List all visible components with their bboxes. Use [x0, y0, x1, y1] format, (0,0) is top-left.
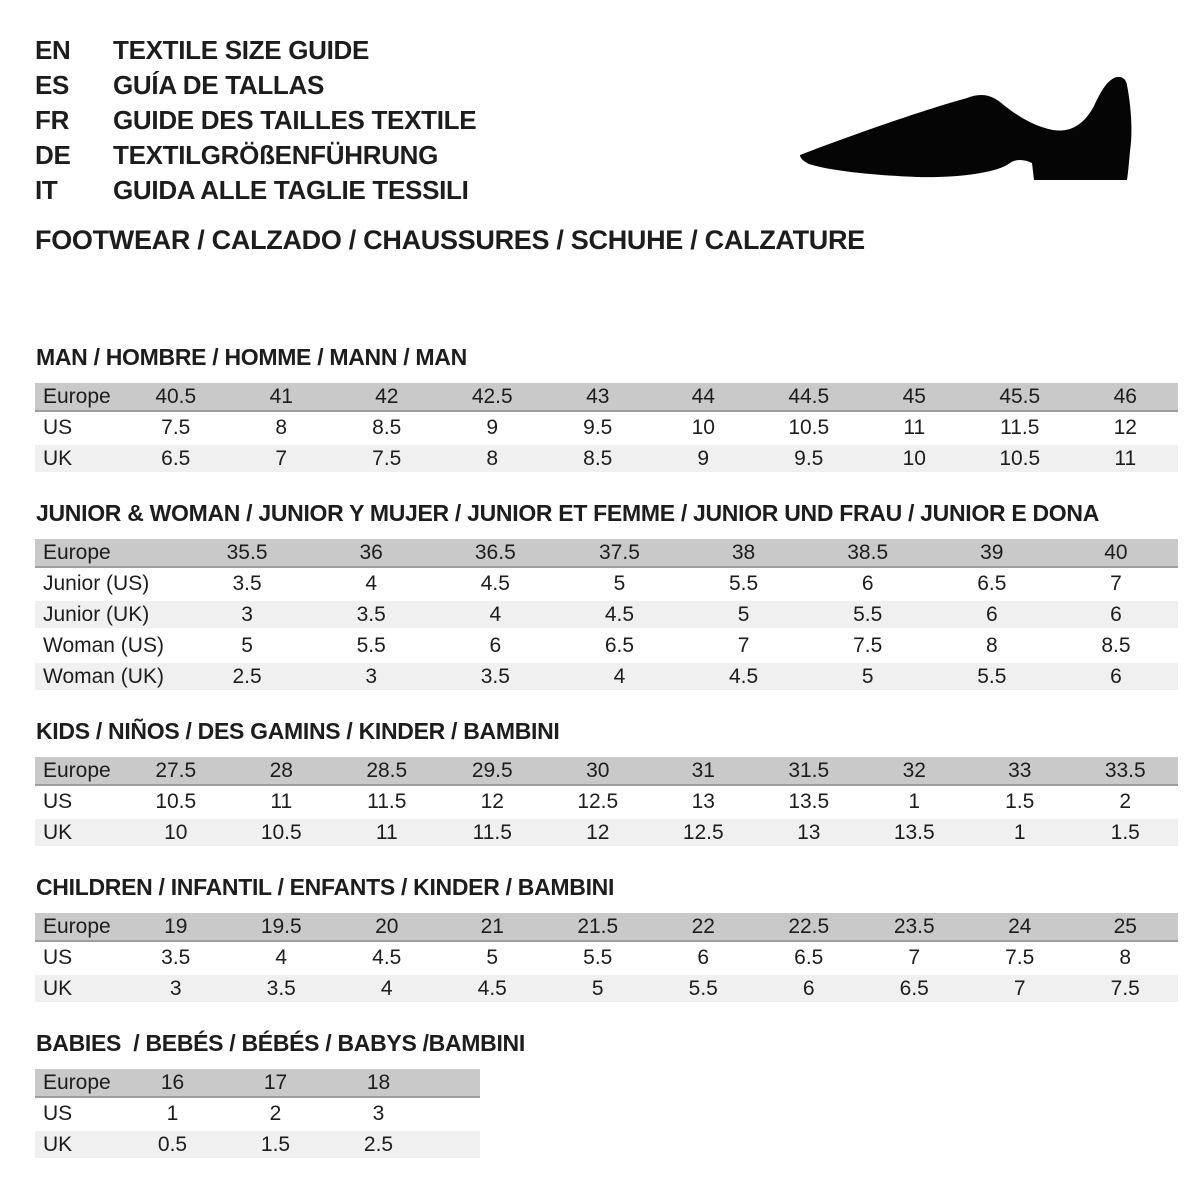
lang-label: TEXTILGRÖßENFÜHRUNG: [113, 140, 439, 170]
row-label: Europe: [43, 758, 111, 782]
size-value: 33.5: [1104, 758, 1146, 782]
size-value: 4.5: [604, 602, 635, 626]
table-row: [35, 632, 1178, 659]
size-value: 7.5: [1110, 976, 1140, 1000]
size-value: 25: [1113, 914, 1137, 938]
size-value: 10.5: [155, 789, 197, 813]
size-value: 1: [1013, 820, 1026, 844]
table-row: [35, 539, 1178, 566]
size-value: 12.5: [577, 789, 619, 813]
row-label: Europe: [43, 384, 111, 408]
table-row: [35, 757, 1178, 784]
size-value: 2: [269, 1101, 282, 1125]
size-value: 10: [691, 415, 715, 439]
table-row: [35, 788, 1178, 815]
size-value: 12: [586, 820, 610, 844]
size-value: 6: [1110, 602, 1122, 626]
size-value: 0.5: [157, 1132, 188, 1156]
size-value: 5.5: [977, 664, 1007, 688]
section-title-junior-woman: JUNIOR & WOMAN / JUNIOR Y MUJER / JUNIOR ET FEMME / JUNIOR UND FRAU / JUNIOR E DONA: [36, 500, 1100, 526]
size-value: 3: [372, 1101, 385, 1125]
size-value: 3: [241, 602, 253, 626]
lang-code: DE: [35, 140, 71, 170]
size-value: 1.5: [1110, 820, 1140, 844]
size-value: 10.5: [260, 820, 302, 844]
size-value: 8: [985, 633, 998, 657]
size-value: 2.5: [363, 1132, 394, 1156]
size-table-kids: [35, 757, 1178, 846]
size-value: 10.5: [999, 446, 1041, 470]
size-value: 4: [613, 664, 626, 688]
size-value: 1: [908, 789, 921, 813]
size-value: 4.5: [728, 664, 759, 688]
size-value: 9: [486, 415, 499, 439]
size-value: 7.5: [853, 633, 883, 657]
size-value: 2: [1119, 789, 1132, 813]
size-value: 19.5: [260, 914, 302, 938]
size-value: 5: [613, 571, 626, 595]
size-value: 23.5: [893, 914, 935, 938]
size-value: 39: [980, 540, 1004, 564]
size-value: 43: [586, 384, 610, 408]
size-value: 5: [861, 664, 874, 688]
size-value: 13: [691, 789, 715, 813]
size-value: 11.5: [472, 820, 512, 844]
table-row: [35, 445, 1178, 472]
section-title-babies: BABIES / BEBÉS / BÉBÉS / BABYS /BAMBINI: [36, 1030, 525, 1056]
size-value: 8: [486, 446, 499, 470]
size-value: 33: [1008, 758, 1032, 782]
row-label: US: [43, 945, 73, 969]
size-value: 9: [697, 446, 710, 470]
size-value: 3: [365, 664, 378, 688]
size-value: 22: [691, 914, 715, 938]
row-label: UK: [43, 446, 73, 470]
size-value: 42.5: [471, 384, 513, 408]
size-value: 16: [160, 1070, 185, 1094]
table-row: [35, 1069, 480, 1096]
size-value: 5: [737, 602, 750, 626]
size-value: 11.5: [367, 789, 407, 813]
lang-label: GUÍA DE TALLAS: [113, 70, 325, 100]
size-value: 6: [802, 976, 815, 1000]
row-label: Junior (UK): [43, 602, 150, 626]
size-value: 46: [1113, 384, 1137, 408]
size-value: 6.5: [161, 446, 191, 470]
size-value: 18: [366, 1070, 391, 1094]
size-value: 7: [1013, 976, 1026, 1000]
section-children: [35, 874, 1180, 1002]
size-table-man: [35, 383, 1178, 472]
size-value: 4.5: [477, 976, 507, 1000]
size-value: 6.5: [977, 571, 1007, 595]
size-value: 32: [902, 758, 926, 782]
lang-code: ES: [35, 70, 70, 100]
section-kids: [35, 718, 1180, 846]
size-table-children: [35, 913, 1178, 1002]
size-value: 28: [269, 758, 293, 782]
size-value: 27.5: [155, 758, 197, 782]
section-babies: [35, 1030, 1180, 1158]
size-value: 7.5: [372, 446, 402, 470]
size-value: 1.5: [260, 1132, 291, 1156]
table-row: [35, 570, 1178, 597]
size-value: 1: [166, 1101, 179, 1125]
size-value: 12: [480, 789, 504, 813]
row-label: US: [43, 789, 73, 813]
size-value: 35.5: [226, 540, 268, 564]
section-title-kids: KIDS / NIÑOS / DES GAMINS / KINDER / BAMBINI: [36, 718, 560, 744]
row-label: Europe: [43, 914, 111, 938]
shoe-silhouette-icon: [797, 70, 1142, 185]
category-heading: FOOTWEAR / CALZADO / CHAUSSURES / SCHUHE / CALZATURE: [35, 225, 865, 255]
size-value: 31: [691, 758, 715, 782]
size-value: 8: [275, 415, 288, 439]
size-value: 36: [359, 540, 383, 564]
size-value: 6: [861, 571, 874, 595]
size-value: 6: [697, 945, 710, 969]
row-label: Junior (US): [43, 571, 150, 595]
size-value: 7.5: [161, 415, 191, 439]
size-value: 10: [164, 820, 188, 844]
size-value: 11: [270, 789, 293, 813]
size-value: 7: [275, 446, 288, 470]
size-value: 45.5: [999, 384, 1041, 408]
size-value: 3.5: [266, 976, 296, 1000]
size-value: 37.5: [599, 540, 640, 564]
size-value: 7: [737, 633, 750, 657]
size-value: 40.5: [155, 384, 197, 408]
row-label: Europe: [43, 1070, 111, 1094]
size-value: 3.5: [356, 602, 386, 626]
row-label: Europe: [43, 540, 111, 564]
row-label: US: [43, 1101, 73, 1125]
row-label: Woman (US): [43, 633, 164, 657]
table-row: [35, 944, 1178, 971]
size-value: 45: [902, 384, 926, 408]
table-row: [35, 601, 1178, 628]
size-value: 19: [164, 914, 188, 938]
lang-code: EN: [35, 35, 71, 65]
size-value: 20: [375, 914, 399, 938]
size-table-babies: [35, 1069, 480, 1158]
size-value: 11: [375, 820, 398, 844]
size-value: 31.5: [788, 758, 830, 782]
size-value: 41: [269, 384, 293, 408]
table-row: [35, 819, 1178, 846]
table-row: [35, 1131, 480, 1158]
size-value: 13.5: [788, 789, 830, 813]
table-row: [35, 1100, 480, 1127]
size-value: 22.5: [788, 914, 830, 938]
table-row: [35, 383, 1178, 410]
row-label: UK: [43, 820, 73, 844]
lang-label: TEXTILE SIZE GUIDE: [113, 35, 370, 65]
section-title-man: MAN / HOMBRE / HOMME / MANN / MAN: [36, 344, 467, 370]
size-value: 6.5: [899, 976, 929, 1000]
size-value: 7.5: [1005, 945, 1035, 969]
size-value: 4.5: [480, 571, 510, 595]
size-value: 17: [263, 1070, 288, 1094]
size-tables-area: [35, 344, 1180, 1158]
size-value: 28.5: [366, 758, 408, 782]
size-value: 6: [1110, 664, 1122, 688]
size-value: 11.5: [1000, 415, 1040, 439]
size-value: 5.5: [688, 976, 718, 1000]
size-value: 21: [480, 914, 504, 938]
section-title-children: CHILDREN / INFANTIL / ENFANTS / KINDER / BAMBINI: [36, 874, 615, 900]
size-value: 44.5: [788, 384, 830, 408]
size-value: 5: [241, 633, 253, 657]
size-value: 6: [985, 602, 998, 626]
size-value: 3.5: [232, 571, 262, 595]
size-value: 1.5: [1005, 789, 1035, 813]
size-value: 4.5: [372, 945, 402, 969]
size-value: 4: [365, 571, 378, 595]
size-value: 10.5: [788, 415, 830, 439]
size-value: 4: [380, 976, 393, 1000]
size-value: 2.5: [232, 664, 262, 688]
size-value: 8.5: [583, 446, 613, 470]
table-row: [35, 913, 1178, 940]
size-value: 6: [489, 633, 502, 657]
size-value: 38: [731, 540, 756, 564]
size-value: 21.5: [577, 914, 619, 938]
lang-code: FR: [35, 105, 70, 135]
size-value: 12: [1113, 415, 1137, 439]
size-table-junior-woman: [35, 539, 1178, 690]
size-value: 4: [489, 602, 502, 626]
row-label: UK: [43, 1132, 73, 1156]
section-junior-woman: [35, 500, 1180, 690]
size-value: 8.5: [1101, 633, 1131, 657]
size-value: 5.5: [356, 633, 386, 657]
size-value: 4: [275, 945, 288, 969]
size-value: 5.5: [583, 945, 613, 969]
row-label: US: [43, 415, 73, 439]
size-value: 6.5: [794, 945, 824, 969]
size-value: 6.5: [604, 633, 635, 657]
size-value: 29.5: [471, 758, 513, 782]
size-value: 7: [1110, 571, 1122, 595]
size-value: 36.5: [474, 540, 516, 564]
size-value: 13.5: [893, 820, 935, 844]
size-value: 9.5: [583, 415, 613, 439]
section-man: [35, 344, 1180, 472]
size-value: 11: [1114, 446, 1137, 470]
size-value: 3.5: [480, 664, 510, 688]
size-value: 12.5: [682, 820, 724, 844]
size-value: 42: [375, 384, 399, 408]
lang-label: GUIDA ALLE TAGLIE TESSILI: [113, 175, 469, 205]
size-value: 5.5: [853, 602, 883, 626]
lang-row-en: [35, 33, 1180, 68]
size-value: 8.5: [372, 415, 402, 439]
size-value: 9.5: [794, 446, 824, 470]
size-value: 3: [169, 976, 182, 1000]
table-row: [35, 663, 1178, 690]
size-value: 3.5: [161, 945, 191, 969]
size-value: 44: [691, 384, 715, 408]
table-row: [35, 975, 1178, 1002]
size-value: 11: [903, 415, 926, 439]
table-row: [35, 414, 1178, 441]
lang-label: GUIDE DES TAILLES TEXTILE: [113, 105, 477, 135]
size-value: 5.5: [728, 571, 759, 595]
row-label: UK: [43, 976, 73, 1000]
size-value: 8: [1119, 945, 1132, 969]
size-value: 13: [797, 820, 821, 844]
size-value: 7: [908, 945, 921, 969]
size-value: 24: [1008, 914, 1032, 938]
size-value: 38.5: [847, 540, 889, 564]
size-value: 5: [591, 976, 604, 1000]
size-value: 10: [902, 446, 926, 470]
row-label: Woman (UK): [43, 664, 164, 688]
lang-code: IT: [35, 175, 58, 205]
size-value: 5: [486, 945, 499, 969]
size-value: 30: [586, 758, 610, 782]
size-value: 40: [1104, 540, 1128, 564]
